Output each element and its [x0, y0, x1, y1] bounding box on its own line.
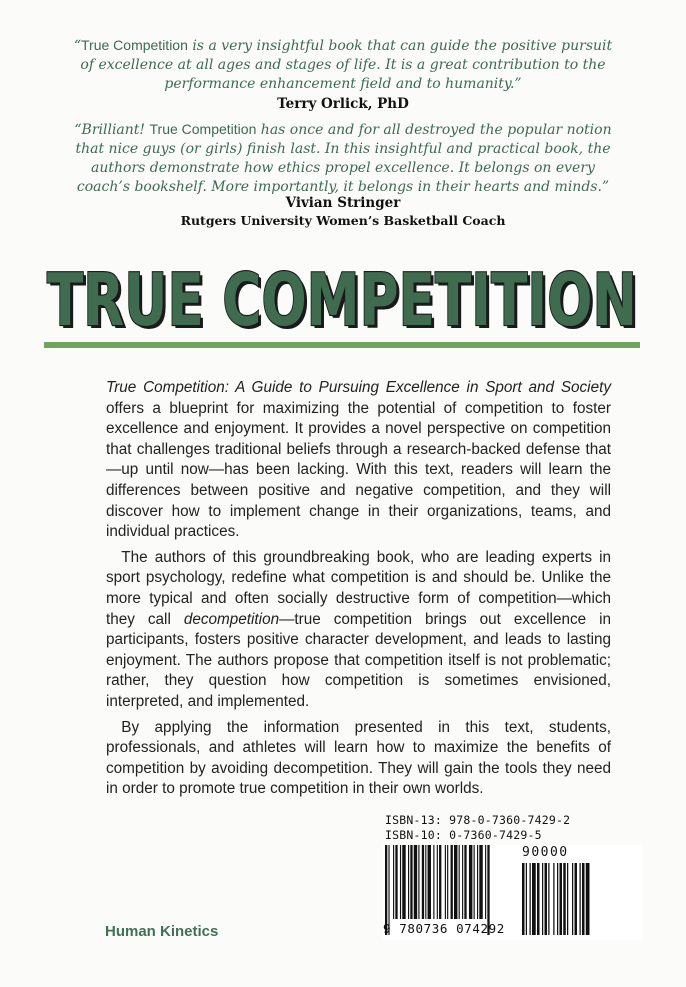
quote-book-title: True Competition — [81, 37, 188, 53]
barcode-bar — [477, 845, 478, 919]
description-text: —true competition brings out excellence in participants, fosters positive character development, and leads to lasting enjoyment. The authors propose that competition itself is not problematic; rather, they question how competition is sometimes envisioned, interpreted, and implemented. — [106, 610, 611, 710]
barcode-bar — [425, 845, 426, 919]
barcode-bar — [428, 845, 431, 919]
barcode-bar — [445, 845, 446, 919]
barcode-bar — [485, 845, 486, 919]
description-paragraph-1 — [106, 378, 611, 543]
endorsement-quote-2 — [70, 120, 616, 197]
quote-open: “ — [73, 38, 82, 54]
quote-text: has once and for all destroyed the popular notion that nice guys (or girls) finish last. In this insightful and practical book, the authors demonstrate how ethics propel excellence. It belongs on every coach’s bookshelf. More importantly, it belongs in their hearts and minds.” — [75, 122, 612, 195]
barcode-bar — [474, 845, 475, 919]
description-paragraph-3 — [106, 718, 611, 800]
barcode-digits: 9 780736 074292 — [383, 921, 505, 936]
title-underline — [44, 342, 640, 348]
barcode-addon-bar — [586, 863, 590, 935]
quote-book-title: True Competition — [149, 121, 257, 137]
barcode-bar — [469, 845, 472, 919]
description-text: By applying the information presented in this text, students, professionals, and athletes will learn how to maximize the benefits of competition by avoiding decompetition. They will gain the tools they need in order to promote true competition in their own worlds. — [106, 718, 611, 798]
description-text: offers a blueprint for maximizing the potential of competition to foster excellence and enjoyment. It provides a novel perspective on competition that challenges traditional beliefs through a research-backed defense that—up until now—has been lacking. With this text, readers will learn the differences between positive and negative competition, and they will discover how to implement change in their organizations, teams, and individual practices. — [106, 399, 611, 541]
isbn-10: ISBN-10: 0-7360-7429-5 — [385, 828, 542, 842]
quote-open: “Brilliant! — [74, 122, 150, 138]
barcode-bar — [433, 845, 434, 919]
book-title-text: TRUE COMPETITION — [47, 258, 637, 337]
barcode-bar — [418, 845, 419, 919]
description-text: The authors of this groundbreaking book, who are leading experts in sport psychology, redefine what competition is and should be. Unlike the more typical and often socially destructive form of competition—which they call — [106, 548, 611, 628]
barcode-bar — [439, 845, 441, 919]
barcode-bar — [479, 845, 482, 919]
book-title-shadow: TRUE COMPETITION — [50, 261, 640, 337]
quote-author-2: Vivian Stringer — [285, 195, 401, 211]
description-book-title: True Competition: A Guide to Pursuing Excellence in Sport and Society — [106, 379, 611, 396]
endorsement-quote-1 — [70, 36, 616, 94]
book-title — [44, 247, 644, 337]
isbn-13: ISBN-13: 978-0-7360-7429-2 — [385, 813, 571, 827]
barcode-bar — [400, 845, 401, 919]
description-paragraph-2 — [106, 548, 611, 713]
quote-author-1: Terry Orlick, PhD — [277, 96, 409, 112]
publisher-name: Human Kinetics — [105, 923, 219, 940]
barcode-addon-digits: 90000 — [522, 845, 569, 860]
barcode-bar — [437, 845, 438, 919]
barcode-bar — [395, 845, 397, 919]
barcode-bar — [422, 845, 424, 919]
barcode-bar — [454, 845, 457, 919]
barcode-bar — [414, 845, 417, 919]
quote-author-2-title: Rutgers University Women’s Basketball Coach — [180, 213, 506, 228]
barcode-bar — [462, 845, 463, 919]
barcode-bar — [447, 845, 448, 919]
barcode-bar — [402, 845, 405, 919]
barcode-bar — [464, 845, 466, 919]
barcode-bar — [393, 845, 394, 919]
book-description — [106, 378, 611, 805]
quote-text: is a very insightful book that can guide the positive pursuit of excellence at all ages and stages of life. It is a great contribution to the performance enhancement field and to humanity.” — [80, 38, 613, 92]
description-term: decompetition — [183, 610, 280, 628]
barcode-bar — [408, 845, 409, 919]
barcode-bar — [451, 845, 453, 919]
barcode-bar — [410, 845, 412, 919]
barcode-bar — [459, 845, 460, 919]
